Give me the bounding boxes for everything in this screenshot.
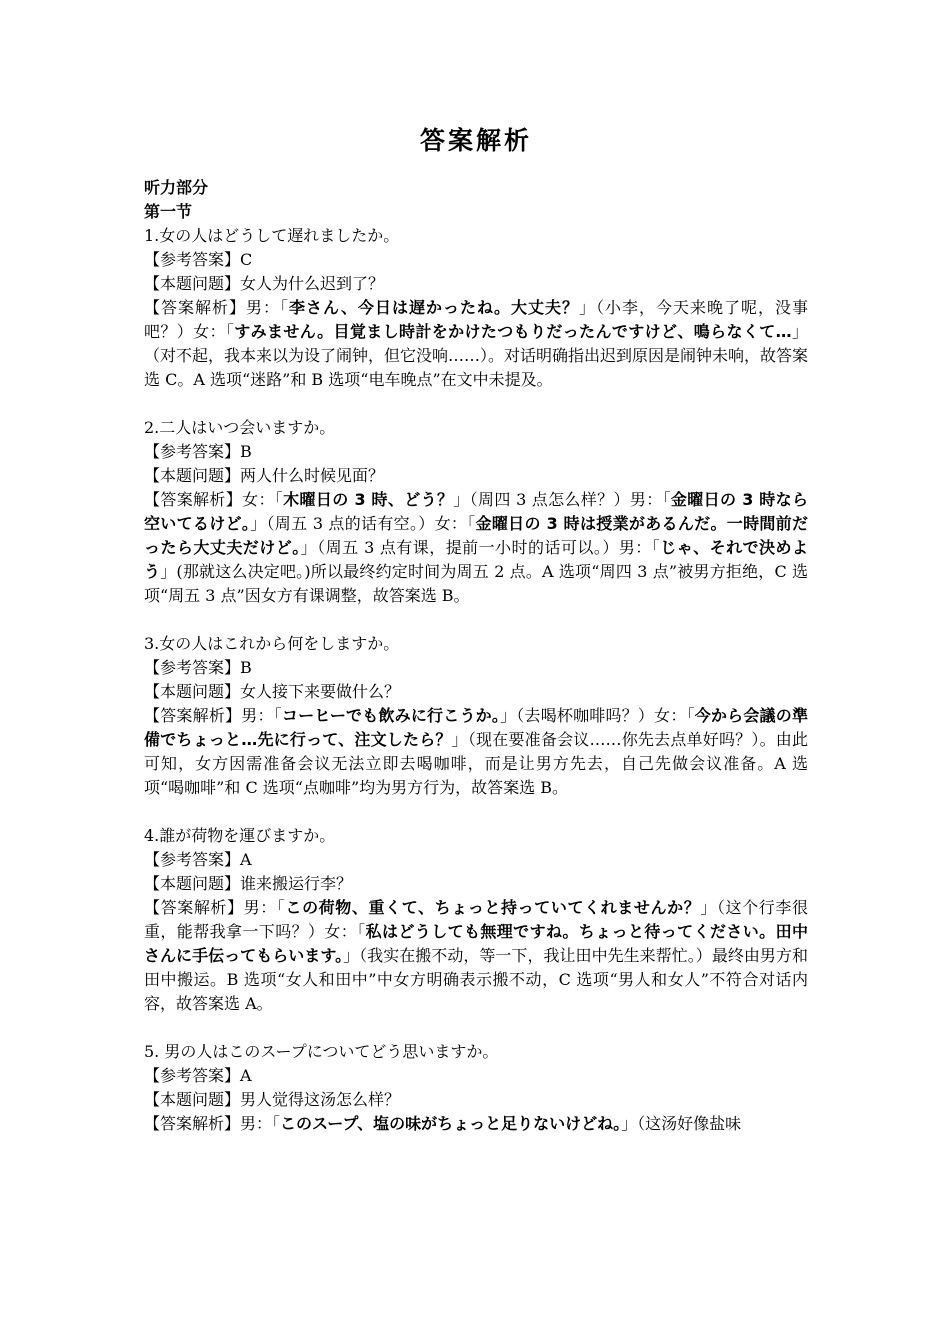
japanese-dialogue: 木曜日の 3 時、どう？ xyxy=(283,490,454,509)
analysis-text: 男：「 xyxy=(241,706,282,725)
question-block xyxy=(144,824,808,1016)
question-text: 誰が荷物を運びますか。 xyxy=(159,826,336,845)
japanese-dialogue: コーヒーでも飲みに行こうか。 xyxy=(281,706,501,725)
question-text: 男の人はこのスープについてどう思いますか。 xyxy=(159,1042,499,1061)
reference-answer-label: 【参考答案】 xyxy=(144,442,241,461)
japanese-dialogue: このスープ、塩の味がちょっと足りないけどね。 xyxy=(280,1114,622,1133)
document-page xyxy=(144,124,808,1160)
problem-statement xyxy=(144,680,808,704)
reference-answer xyxy=(144,1064,808,1088)
analysis-text: 男：「 xyxy=(240,1114,281,1133)
analysis-text: 」(那就这么决定吧。)所以最终约定时间为周五 2 点。A 选项“周四 3 点”被男方拒绝，C 选项“周五 3 点”因女方有课调整，故答案选 B。 xyxy=(144,562,808,605)
question-title xyxy=(144,1040,808,1064)
analysis-text: 」（小李，今天来晚了呢，没事吧？）女：「 xyxy=(144,298,808,341)
reference-answer xyxy=(144,848,808,872)
japanese-dialogue: すみません。目覚まし時計をかけたつもりだったんですけど、鳴らなくて… xyxy=(234,322,792,341)
answer-analysis xyxy=(144,296,808,392)
analysis-text: 」（这个行李很重，能帮我拿一下吗？）女：「 xyxy=(144,898,808,941)
problem-statement-label: 【本题问题】 xyxy=(144,874,241,893)
answer-analysis-label: 【答案解析】 xyxy=(144,898,244,917)
answer-analysis xyxy=(144,1112,808,1136)
question-text: 二人はいつ会いますか。 xyxy=(159,418,336,437)
analysis-text: 」（现在要准备会议……你先去点单好吗？）。由此可知，女方因需准备会议无法立即去喝咖啡，而是让男方先去，自己先做会议准备。A 选项“喝咖啡”和 C 选项“点咖啡”均为男方行为，故答案选 B。 xyxy=(144,730,808,797)
reference-answer xyxy=(144,656,808,680)
question-block xyxy=(144,632,808,800)
reference-answer-value: A xyxy=(240,1066,252,1085)
reference-answer xyxy=(144,440,808,464)
question-number: 3. xyxy=(144,634,160,653)
problem-statement-label: 【本题问题】 xyxy=(144,274,241,293)
japanese-dialogue: じゃ、それで決めよう xyxy=(144,538,808,581)
answer-analysis-label: 【答案解析】 xyxy=(144,298,246,317)
analysis-text: 」（周五 3 点有课，提前一小时的话可以。）男：「 xyxy=(300,538,661,557)
question-number: 1. xyxy=(144,226,160,245)
reference-answer-label: 【参考答案】 xyxy=(144,850,241,869)
japanese-dialogue: 李さん、今日は遅かったね。大丈夫？ xyxy=(289,298,579,317)
question-block xyxy=(144,1040,808,1136)
analysis-text: 」（周四 3 点怎么样？）男：「 xyxy=(453,490,671,509)
analysis-text: 女：「 xyxy=(242,490,284,509)
question-text: 女の人はどうして遅れましたか。 xyxy=(159,226,400,245)
analysis-text: 男：「 xyxy=(243,898,286,917)
answer-analysis-label: 【答案解析】 xyxy=(144,490,243,509)
question-number: 4. xyxy=(144,826,160,845)
question-number: 2. xyxy=(144,418,160,437)
question-title xyxy=(144,416,808,440)
answer-analysis xyxy=(144,704,808,800)
problem-statement-value: 男人觉得这汤怎么样？ xyxy=(240,1090,401,1109)
question-block xyxy=(144,416,808,608)
answer-analysis-label: 【答案解析】 xyxy=(144,706,242,725)
reference-answer-label: 【参考答案】 xyxy=(144,658,241,677)
question-list xyxy=(144,224,808,1136)
reference-answer-value: A xyxy=(240,850,252,869)
analysis-text: 」（我实在搬不动，等一下，我让田中先生来帮忙。）最终由男方和田中搬运。B 选项“女人和田中”中女方明确表示搬不动，C 选项“男人和女人”不符合对话内容，故答案选 A。 xyxy=(144,946,808,1013)
japanese-dialogue: 金曜日の 3 時なら空いてるけど。 xyxy=(144,490,808,533)
problem-statement xyxy=(144,464,808,488)
answer-analysis xyxy=(144,488,808,608)
question-number: 5. xyxy=(144,1042,160,1061)
question-block xyxy=(144,224,808,392)
analysis-text: 男：「 xyxy=(246,298,289,317)
japanese-dialogue: 今から会議の準備でちょっと…先に行って、注文したら？ xyxy=(144,706,808,749)
analysis-text: 」（对不起，我本来以为设了闹钟，但它没响……）。对话明确指出迟到原因是闹钟未响，故答案选 C。A 选项“迷路”和 B 选项“电车晚点”在文中未提及。 xyxy=(144,322,809,389)
reference-answer-value: B xyxy=(240,442,252,461)
document-title: 答案解析 xyxy=(419,126,532,155)
question-text: 女の人はこれから何をしますか。 xyxy=(159,634,400,653)
japanese-dialogue: この荷物、重くて、ちょっと持っていてくれませんか？ xyxy=(285,898,701,917)
problem-statement-label: 【本题问题】 xyxy=(144,466,241,485)
problem-statement-label: 【本题问题】 xyxy=(144,682,241,701)
answer-analysis xyxy=(144,896,808,1016)
reference-answer-value: C xyxy=(240,250,253,269)
japanese-dialogue: 金曜日の 3 時は授業があるんだ。一時間前だったら大丈夫だけど。 xyxy=(144,514,808,557)
problem-statement-value: 女人为什么迟到了？ xyxy=(240,274,385,293)
reference-answer-label: 【参考答案】 xyxy=(144,250,241,269)
analysis-text: 」（这汤好像盐味 xyxy=(621,1114,742,1133)
answer-analysis-label: 【答案解析】 xyxy=(144,1114,241,1133)
analysis-text: 」（周五 3 点的话有空。）女：「 xyxy=(250,514,476,533)
section-heading: 听力部分 xyxy=(144,178,209,197)
problem-statement-value: 谁来搬运行李？ xyxy=(240,874,353,893)
subsection-heading: 第一节 xyxy=(144,202,193,221)
reference-answer xyxy=(144,248,808,272)
problem-statement xyxy=(144,872,808,896)
problem-statement-label: 【本题问题】 xyxy=(144,1090,241,1109)
question-title xyxy=(144,824,808,848)
analysis-text: 」（去喝杯咖啡吗？）女：「 xyxy=(500,706,695,725)
question-title xyxy=(144,632,808,656)
japanese-dialogue: 私はどうしても無理ですね。ちょっと待ってください。田中さんに手伝ってもらいます。 xyxy=(144,922,808,965)
problem-statement xyxy=(144,1088,808,1112)
problem-statement-value: 女人接下来要做什么？ xyxy=(240,682,401,701)
question-title xyxy=(144,224,808,248)
reference-answer-label: 【参考答案】 xyxy=(144,1066,241,1085)
problem-statement-value: 两人什么时候见面？ xyxy=(240,466,385,485)
problem-statement xyxy=(144,272,808,296)
reference-answer-value: B xyxy=(240,658,252,677)
